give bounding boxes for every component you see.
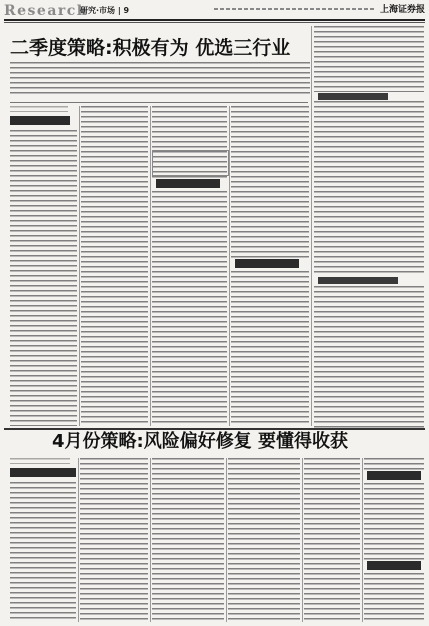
section-name: Research xyxy=(4,3,89,19)
article-1-subhead-right-2 xyxy=(318,277,398,284)
article-2-subhead-2 xyxy=(367,471,421,480)
article-2-byline xyxy=(10,458,70,464)
article-1-subhead-1 xyxy=(10,116,70,125)
column-divider xyxy=(311,26,312,426)
article-2-col-1 xyxy=(10,482,76,622)
article-1-right-column xyxy=(314,26,424,430)
article-2-subhead-3 xyxy=(367,561,421,570)
article-1-lead-paragraph xyxy=(10,62,310,96)
newspaper-logo: 上海证券报 xyxy=(379,5,425,15)
article-2-subhead-1 xyxy=(10,468,76,477)
article-1-subhead-2 xyxy=(156,179,220,188)
masthead-rule-thin xyxy=(4,22,425,23)
masthead-meta-line xyxy=(214,8,374,10)
article-1-col-2 xyxy=(81,106,148,426)
article-1-lead-rule xyxy=(10,102,308,103)
article-2-col-6 xyxy=(364,458,424,622)
article-2-col-5 xyxy=(304,458,360,622)
article-2-col-2 xyxy=(80,458,148,622)
masthead xyxy=(4,3,425,19)
article-1-byline xyxy=(10,106,68,112)
article-2-col-3 xyxy=(152,458,224,622)
article-1-col-1 xyxy=(10,130,77,426)
article-1-pull-quote xyxy=(152,150,229,176)
article-1-headline: 二季度策略:积极有为 优选三行业 xyxy=(10,37,291,59)
article-2-col-4 xyxy=(228,458,300,622)
column-title: 研究·市场 | 9 xyxy=(80,6,130,15)
article-2-headline: 4月份策略:风险偏好修复 要懂得收获 xyxy=(52,431,348,452)
article-1-subhead-3 xyxy=(235,259,299,268)
masthead-rule xyxy=(4,19,425,21)
article-1-subhead-right-1 xyxy=(318,93,388,100)
